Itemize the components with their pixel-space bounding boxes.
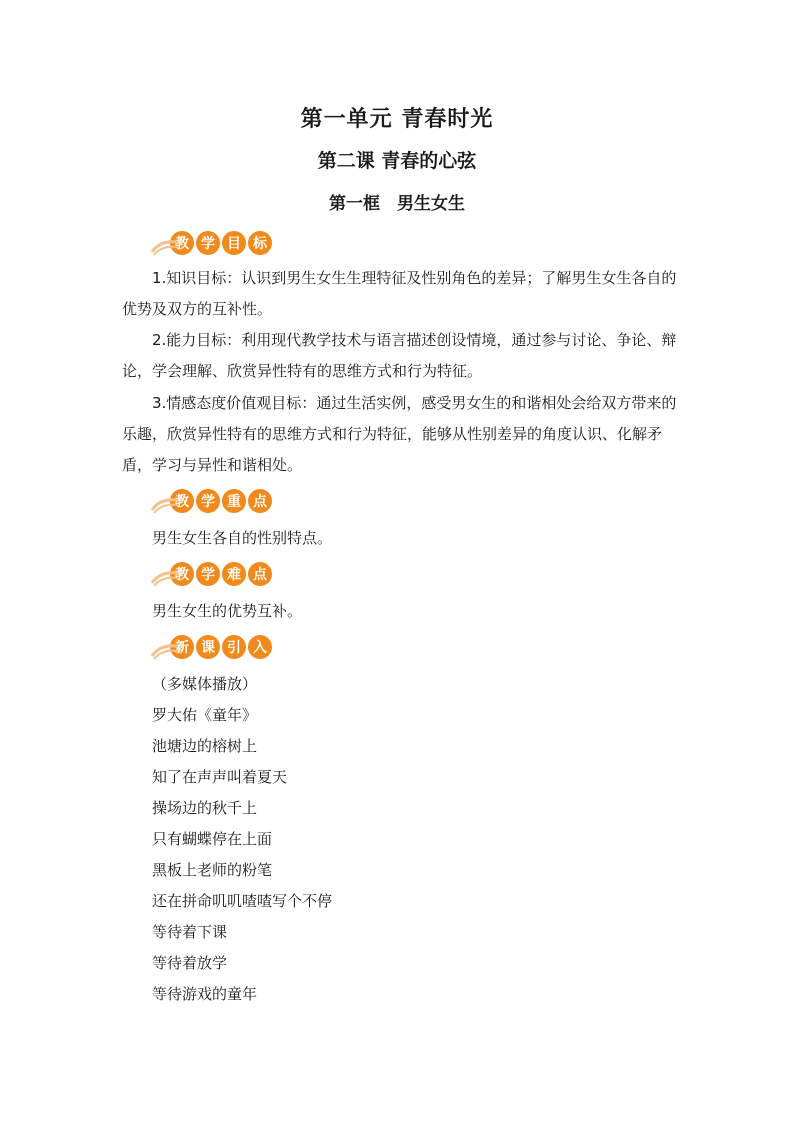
badge-char: 目 [222,231,246,255]
objective-3: 3.情感态度价值观目标：通过生活实例，感受男女生的和谐相处会给双方带来的乐趣，欣赏异性特有的思维方式和行为特征，能够从性别差异的角度认识、化解矛盾，学习与异性和谐相处。 [122,394,677,474]
intro-line: 黑板上老师的粉笔 [152,861,273,879]
intro-line: 操场边的秋千上 [152,799,258,817]
swoosh-icon [150,565,180,587]
badge-char: 学 [196,231,220,255]
badge-char: 入 [248,635,272,659]
badge-char: 点 [248,562,272,586]
swoosh-icon [150,492,180,514]
badge-char: 标 [248,231,272,255]
badge-char: 教 [170,489,194,513]
badge-char: 重 [222,489,246,513]
badge-difficulties [150,561,274,587]
badge-char: 点 [248,489,272,513]
badge-char: 教 [170,562,194,586]
badge-intro [150,634,274,660]
intro-line: 只有蝴蝶停在上面 [152,830,273,848]
objective-2: 2.能力目标：利用现代教学技术与语言描述创设情境，通过参与讨论、争论、辩论，学会理解、欣赏异性特有的思维方式和行为特征。 [122,331,677,380]
badge-key-points [150,488,274,514]
badge-char: 难 [222,562,246,586]
swoosh-icon [150,234,180,256]
badge-char: 课 [196,635,220,659]
intro-line: 还在拼命叽叽喳喳写个不停 [152,892,333,910]
intro-line: 等待着放学 [152,954,228,972]
difficulty-text: 男生女生的优势互补。 [152,602,303,620]
badge-char: 学 [196,562,220,586]
intro-line: 池塘边的榕树上 [152,737,258,755]
intro-line: 罗大佑《童年》 [152,706,258,724]
intro-line: 等待游戏的童年 [152,985,258,1003]
badge-objectives [150,230,274,256]
intro-line: 知了在声声叫着夏天 [152,768,288,786]
key-point-text: 男生女生各自的性别特点。 [152,529,333,547]
intro-line: 等待着下课 [152,923,228,941]
unit-title: 第一单元 青春时光 [300,107,494,132]
section-title: 第一框 男生女生 [329,194,465,214]
badge-char: 引 [222,635,246,659]
intro-line: （多媒体播放） [152,675,258,693]
badge-char: 学 [196,489,220,513]
badge-char: 教 [170,231,194,255]
swoosh-icon [150,638,180,660]
lesson-title: 第二课 青春的心弦 [317,150,477,172]
badge-char: 新 [170,635,194,659]
objective-1: 1.知识目标：认识到男生女生生理特征及性别角色的差异；了解男生女生各自的优势及双方的互补性。 [122,269,677,318]
